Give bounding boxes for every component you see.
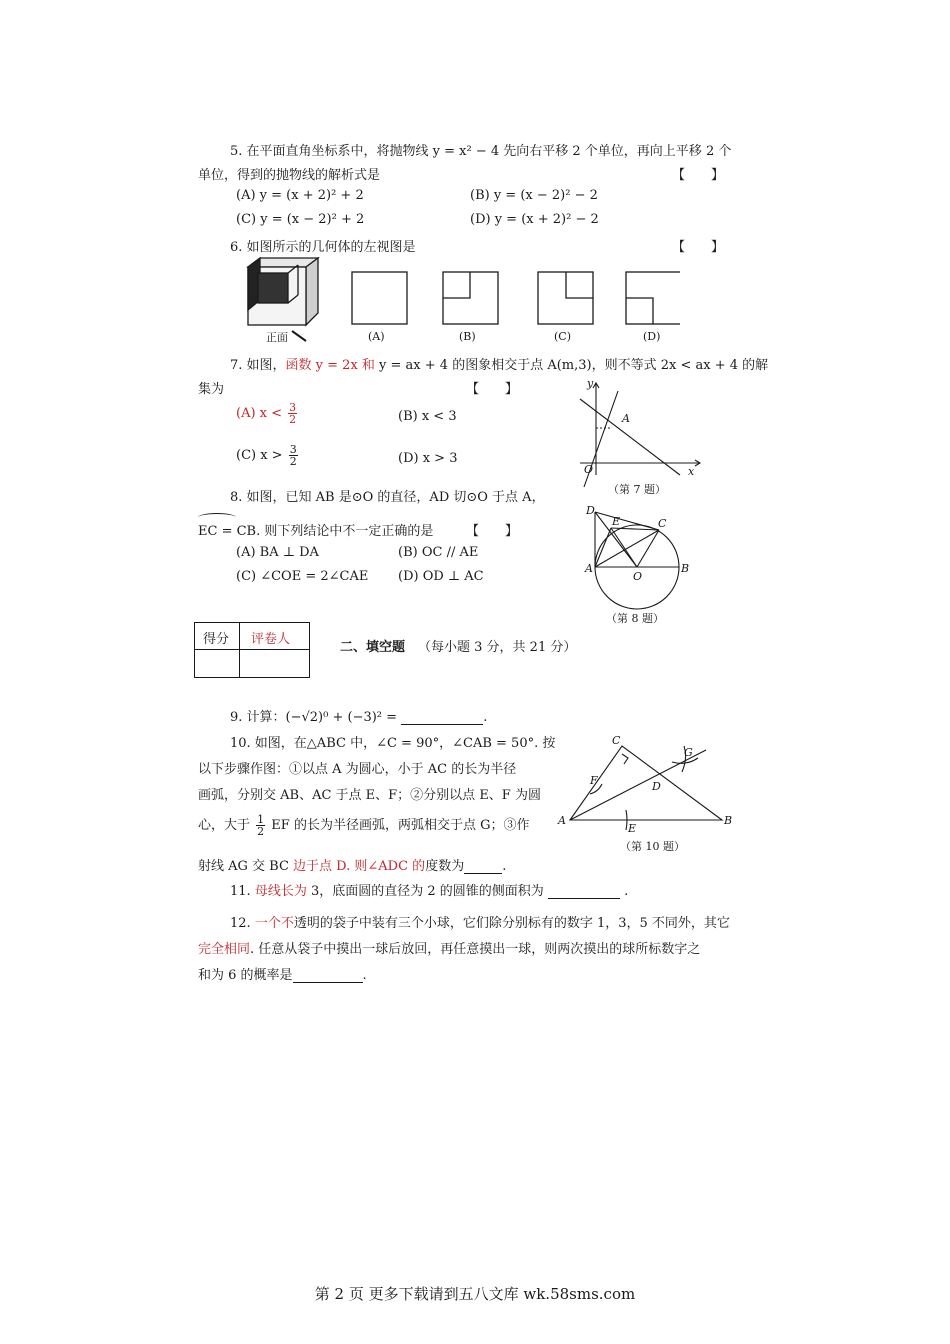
q9-text: 9. 计算：(−√2)⁰ + (−3)² = bbox=[230, 710, 398, 725]
q7-option-b: (B) x < 3 bbox=[398, 409, 457, 424]
q8-label-b: B bbox=[681, 562, 690, 575]
q10-label-e: E bbox=[628, 822, 637, 835]
q6-view-a bbox=[352, 272, 407, 324]
q7-frac-den-c: 2 bbox=[289, 455, 297, 468]
q11-red: 母线长为 bbox=[254, 884, 307, 899]
q7-caption: （第 7 题） bbox=[608, 483, 666, 496]
q6-bracket: 【 】 bbox=[672, 240, 725, 255]
q8-caption: （第 8 题） bbox=[606, 612, 664, 625]
q7-line1-red: 函数 y = 2x 和 bbox=[285, 358, 375, 373]
q10-line4 bbox=[198, 814, 529, 837]
q7-label-o: O bbox=[584, 463, 594, 476]
q11-text: 3，底面圆的直径为 2 的圆锥的侧面积为 bbox=[306, 884, 544, 899]
q8-bracket: 【 】 bbox=[466, 524, 519, 539]
q8-figure bbox=[582, 500, 702, 635]
grader-label: 评卷人 bbox=[251, 632, 291, 647]
q12-red2: 完全相同 bbox=[198, 942, 251, 957]
q10-frac-den: 2 bbox=[257, 825, 265, 838]
q7-line1 bbox=[230, 354, 768, 373]
q10-line5-c: 度数为 bbox=[425, 859, 465, 874]
q6-solid-figure bbox=[248, 258, 318, 325]
q10-caption: （第 10 题） bbox=[620, 840, 685, 853]
q12-num: 12. bbox=[230, 916, 255, 931]
q8-arc-marks bbox=[198, 513, 236, 522]
q10-line4-a: 心，大于 bbox=[198, 818, 251, 833]
q8-label-c: C bbox=[658, 517, 667, 530]
q12-line3 bbox=[198, 964, 367, 983]
q7-label-a: A bbox=[622, 412, 630, 425]
q11-num: 11. bbox=[230, 884, 255, 899]
q7-option-a bbox=[236, 402, 299, 425]
q5-line1: 5. 在平面直角坐标系中，将抛物线 y = x² − 4 先向右平移 2 个单位，再向上平移 2 个 bbox=[230, 144, 732, 159]
q11-end: . bbox=[624, 884, 629, 899]
q5-line2: 单位，得到的抛物线的解析式是 bbox=[198, 168, 381, 183]
q6-label-b: (B) bbox=[459, 330, 476, 343]
score-label: 得分 bbox=[203, 632, 230, 647]
q8-option-c: (C) ∠COE = 2∠CAE bbox=[236, 569, 369, 584]
q12-line2 bbox=[198, 938, 700, 957]
q6-label-c: (C) bbox=[554, 330, 571, 343]
q10-label-f: F bbox=[590, 774, 598, 787]
q12-line1 bbox=[230, 912, 730, 931]
q12-answer-blank bbox=[293, 970, 363, 983]
q6-label-d: (D) bbox=[643, 330, 661, 343]
q10-label-a: A bbox=[558, 814, 566, 827]
q8-option-b: (B) OC // AE bbox=[398, 545, 479, 560]
q10-line3: 画弧，分别交 AB、AC 于点 E、F；②分别以点 E、F 为圆 bbox=[198, 788, 541, 803]
q10-label-d: D bbox=[652, 780, 661, 793]
q10-line5-end: . bbox=[502, 859, 507, 874]
q10-line5-a: 射线 AG 交 BC bbox=[198, 859, 294, 874]
q7-frac-num: 3 bbox=[289, 401, 297, 414]
q8-line1: 8. 如图，已知 AB 是⊙O 的直径，AD 切⊙O 于点 A， bbox=[230, 490, 545, 505]
section2-title: 二、填空题 bbox=[340, 640, 406, 655]
q10-figure bbox=[556, 732, 746, 857]
q7-frac-den: 2 bbox=[289, 413, 297, 426]
q12-line3-text: 和为 6 的概率是 bbox=[198, 968, 293, 983]
q6-view-d bbox=[626, 272, 680, 324]
q11 bbox=[230, 880, 628, 899]
q10-line1: 10. 如图，在△ABC 中，∠C = 90°，∠CAB = 50°. 按 bbox=[230, 736, 556, 751]
q6-figures bbox=[240, 255, 680, 350]
q6-front-arrow bbox=[292, 331, 306, 341]
section2-note: （每小题 3 分，共 21 分） bbox=[418, 640, 577, 655]
q5-option-c: (C) y = (x − 2)² + 2 bbox=[236, 212, 365, 227]
q12-text1: 透明的袋子中装有三个小球，它们除分别标有的数字 1，3，5 不同外，其它 bbox=[293, 916, 730, 931]
q10-frac-num: 1 bbox=[257, 813, 265, 826]
q8-label-d: D bbox=[586, 504, 595, 517]
q9 bbox=[230, 706, 487, 725]
q10-line2: 以下步骤作图：①以点 A 为圆心，小于 AC 的长为半径 bbox=[198, 762, 517, 777]
q12-text2: . 任意从袋子中摸出一球后放回，再任意摸出一球，则两次摸出的球所标数字之 bbox=[250, 942, 701, 957]
q7-option-d: (D) x > 3 bbox=[398, 451, 458, 466]
q7-line1-b: y = ax + 4 的图象相交于点 A(m,3)，则不等式 2x < ax + 4 的解 bbox=[374, 358, 769, 373]
q10-label-c: C bbox=[612, 734, 621, 747]
q6-text: 6. 如图所示的几何体的左视图是 bbox=[230, 240, 416, 255]
q10-answer-blank bbox=[464, 861, 502, 874]
q8-label-a: A bbox=[585, 562, 593, 575]
q12-red1: 一个不 bbox=[254, 916, 294, 931]
q10-fraction bbox=[256, 814, 265, 837]
q12-end: . bbox=[362, 968, 367, 983]
q8-option-a: (A) BA ⊥ DA bbox=[236, 545, 319, 560]
page-footer: 第 2 页 更多下载请到五八文库 wk.58sms.com bbox=[314, 1285, 636, 1303]
q7-figure bbox=[570, 375, 710, 500]
q8-label-e: E bbox=[612, 515, 621, 528]
q7-option-a-fraction bbox=[288, 402, 297, 425]
q7-option-c bbox=[236, 444, 300, 467]
q10-label-b: B bbox=[724, 814, 733, 827]
q6-front-label: 正面 bbox=[266, 331, 288, 344]
q6-label-a: (A) bbox=[368, 330, 385, 343]
q5-option-a: (A) y = (x + 2)² + 2 bbox=[236, 188, 364, 203]
q9-end: . bbox=[483, 710, 488, 725]
q10-right-angle bbox=[622, 754, 628, 764]
q7-option-c-prefix: (C) x > bbox=[236, 448, 283, 463]
q7-line1-a: 7. 如图， bbox=[230, 358, 286, 373]
score-table bbox=[194, 622, 310, 678]
q10-label-g: G bbox=[684, 746, 693, 759]
q5-option-d: (D) y = (x + 2)² − 2 bbox=[470, 212, 599, 227]
q7-frac-num-c: 3 bbox=[289, 443, 297, 456]
q6-view-b bbox=[443, 272, 498, 324]
score-table-divider bbox=[239, 623, 240, 677]
q5-option-b: (B) y = (x − 2)² − 2 bbox=[470, 188, 598, 203]
q10-line4-b: EF 的长为半径画弧，两弧相交于点 G；③作 bbox=[271, 818, 530, 833]
q7-option-c-fraction bbox=[289, 444, 298, 467]
q8-label-o: O bbox=[633, 570, 643, 583]
q7-line-ax4 bbox=[580, 399, 680, 475]
q7-label-y: y bbox=[587, 377, 594, 390]
q7-line2: 集为 bbox=[198, 382, 225, 397]
q8-option-d: (D) OD ⊥ AC bbox=[398, 569, 484, 584]
q9-answer-blank bbox=[401, 712, 483, 725]
q7-label-x: x bbox=[688, 465, 695, 478]
q6-view-c bbox=[538, 272, 593, 324]
q10-line5-red: 边于点 D. 则∠ADC 的 bbox=[293, 859, 426, 874]
q11-answer-blank bbox=[548, 886, 620, 899]
q7-option-a-prefix: (A) x < bbox=[236, 406, 283, 421]
q5-bracket: 【 】 bbox=[672, 168, 725, 183]
q10-line5 bbox=[198, 855, 506, 874]
q7-bracket: 【 】 bbox=[466, 382, 519, 397]
q8-line2: EC = CB. 则下列结论中不一定正确的是 bbox=[198, 524, 434, 539]
